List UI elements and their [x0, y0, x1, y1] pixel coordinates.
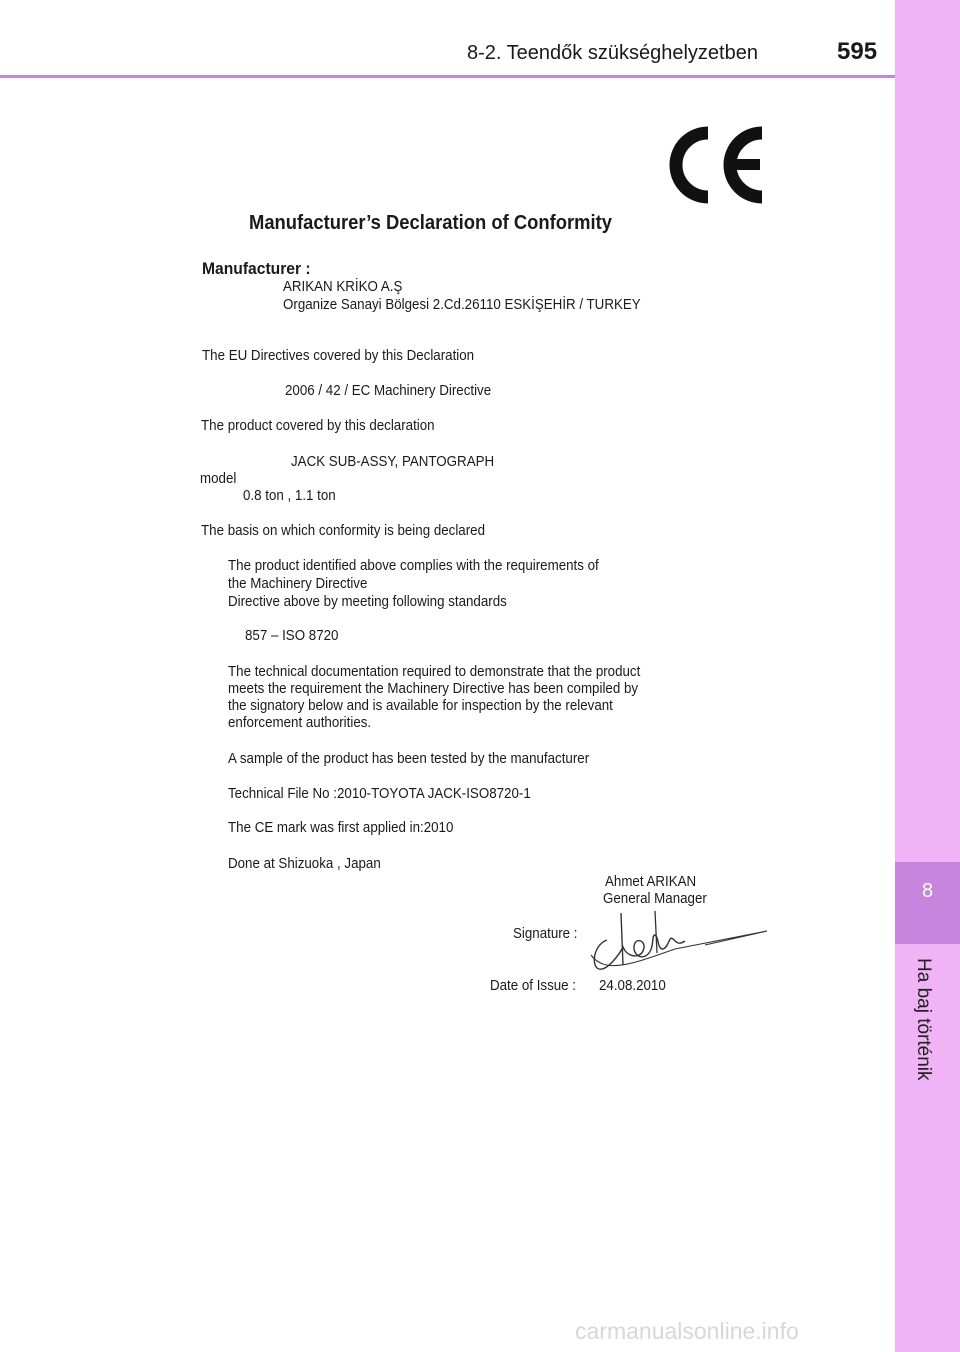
- basis-heading: The basis on which conformity is being declared: [201, 523, 485, 539]
- manufacturer-heading: Manufacturer :: [202, 259, 311, 278]
- watermark: carmanualsonline.info: [575, 1318, 799, 1344]
- documentation-line: meets the requirement the Machinery Directive has been compiled by: [228, 681, 639, 697]
- documentation-line: The technical documentation required to demonstrate that the product: [228, 664, 641, 680]
- date-label: Date of Issue :: [490, 978, 577, 994]
- signatory-title: General Manager: [603, 891, 707, 907]
- documentation-line: enforcement authorities.: [228, 715, 372, 731]
- standard: 857 – ISO 8720: [245, 628, 339, 644]
- manufacturer-address: Organize Sanayi Bölgesi 2.Cd.26110 ESKİŞEHİR / TURKEY: [283, 297, 641, 313]
- model-values: 0.8 ton , 1.1 ton: [243, 488, 336, 504]
- signatory-name: Ahmet ARIKAN: [605, 874, 697, 890]
- directives-heading: The EU Directives covered by this Declaration: [202, 348, 475, 364]
- chapter-side-tab: [895, 0, 960, 1352]
- header-divider: [0, 75, 895, 78]
- product-name: JACK SUB-ASSY, PANTOGRAPH: [291, 454, 495, 470]
- done-at: Done at Shizuoka , Japan: [228, 856, 381, 872]
- chapter-label: Ha baj történik: [913, 958, 934, 1081]
- signature-icon: [585, 905, 770, 975]
- documentation-line: the signatory below and is available for inspection by the relevant: [228, 698, 613, 714]
- compliance-line: The product identified above complies with the requirements of: [228, 558, 599, 574]
- date-value: 24.08.2010: [599, 978, 666, 994]
- chapter-number-tab[interactable]: [895, 862, 960, 944]
- model-label: model: [200, 471, 237, 487]
- declaration-title: Manufacturer’s Declaration of Conformity: [249, 212, 612, 234]
- ce-first-applied: The CE mark was first applied in:2010: [228, 820, 454, 836]
- ce-mark-icon: [668, 125, 768, 205]
- manufacturer-name: ARIKAN KRİKO A.Ş: [283, 279, 403, 295]
- product-heading: The product covered by this declaration: [201, 418, 435, 434]
- page-number: 595: [837, 38, 878, 65]
- signature-label: Signature :: [513, 926, 578, 942]
- sample-tested: A sample of the product has been tested by the manufacturer: [228, 751, 590, 767]
- section-title: 8-2. Teendők szükséghelyzetben: [467, 42, 758, 64]
- compliance-line: Directive above by meeting following standards: [228, 594, 507, 610]
- directive: 2006 / 42 / EC Machinery Directive: [285, 383, 492, 399]
- chapter-number: 8: [921, 880, 934, 902]
- technical-file: Technical File No :2010-TOYOTA JACK-ISO8720-1: [228, 786, 531, 802]
- compliance-line: the Machinery Directive: [228, 576, 368, 592]
